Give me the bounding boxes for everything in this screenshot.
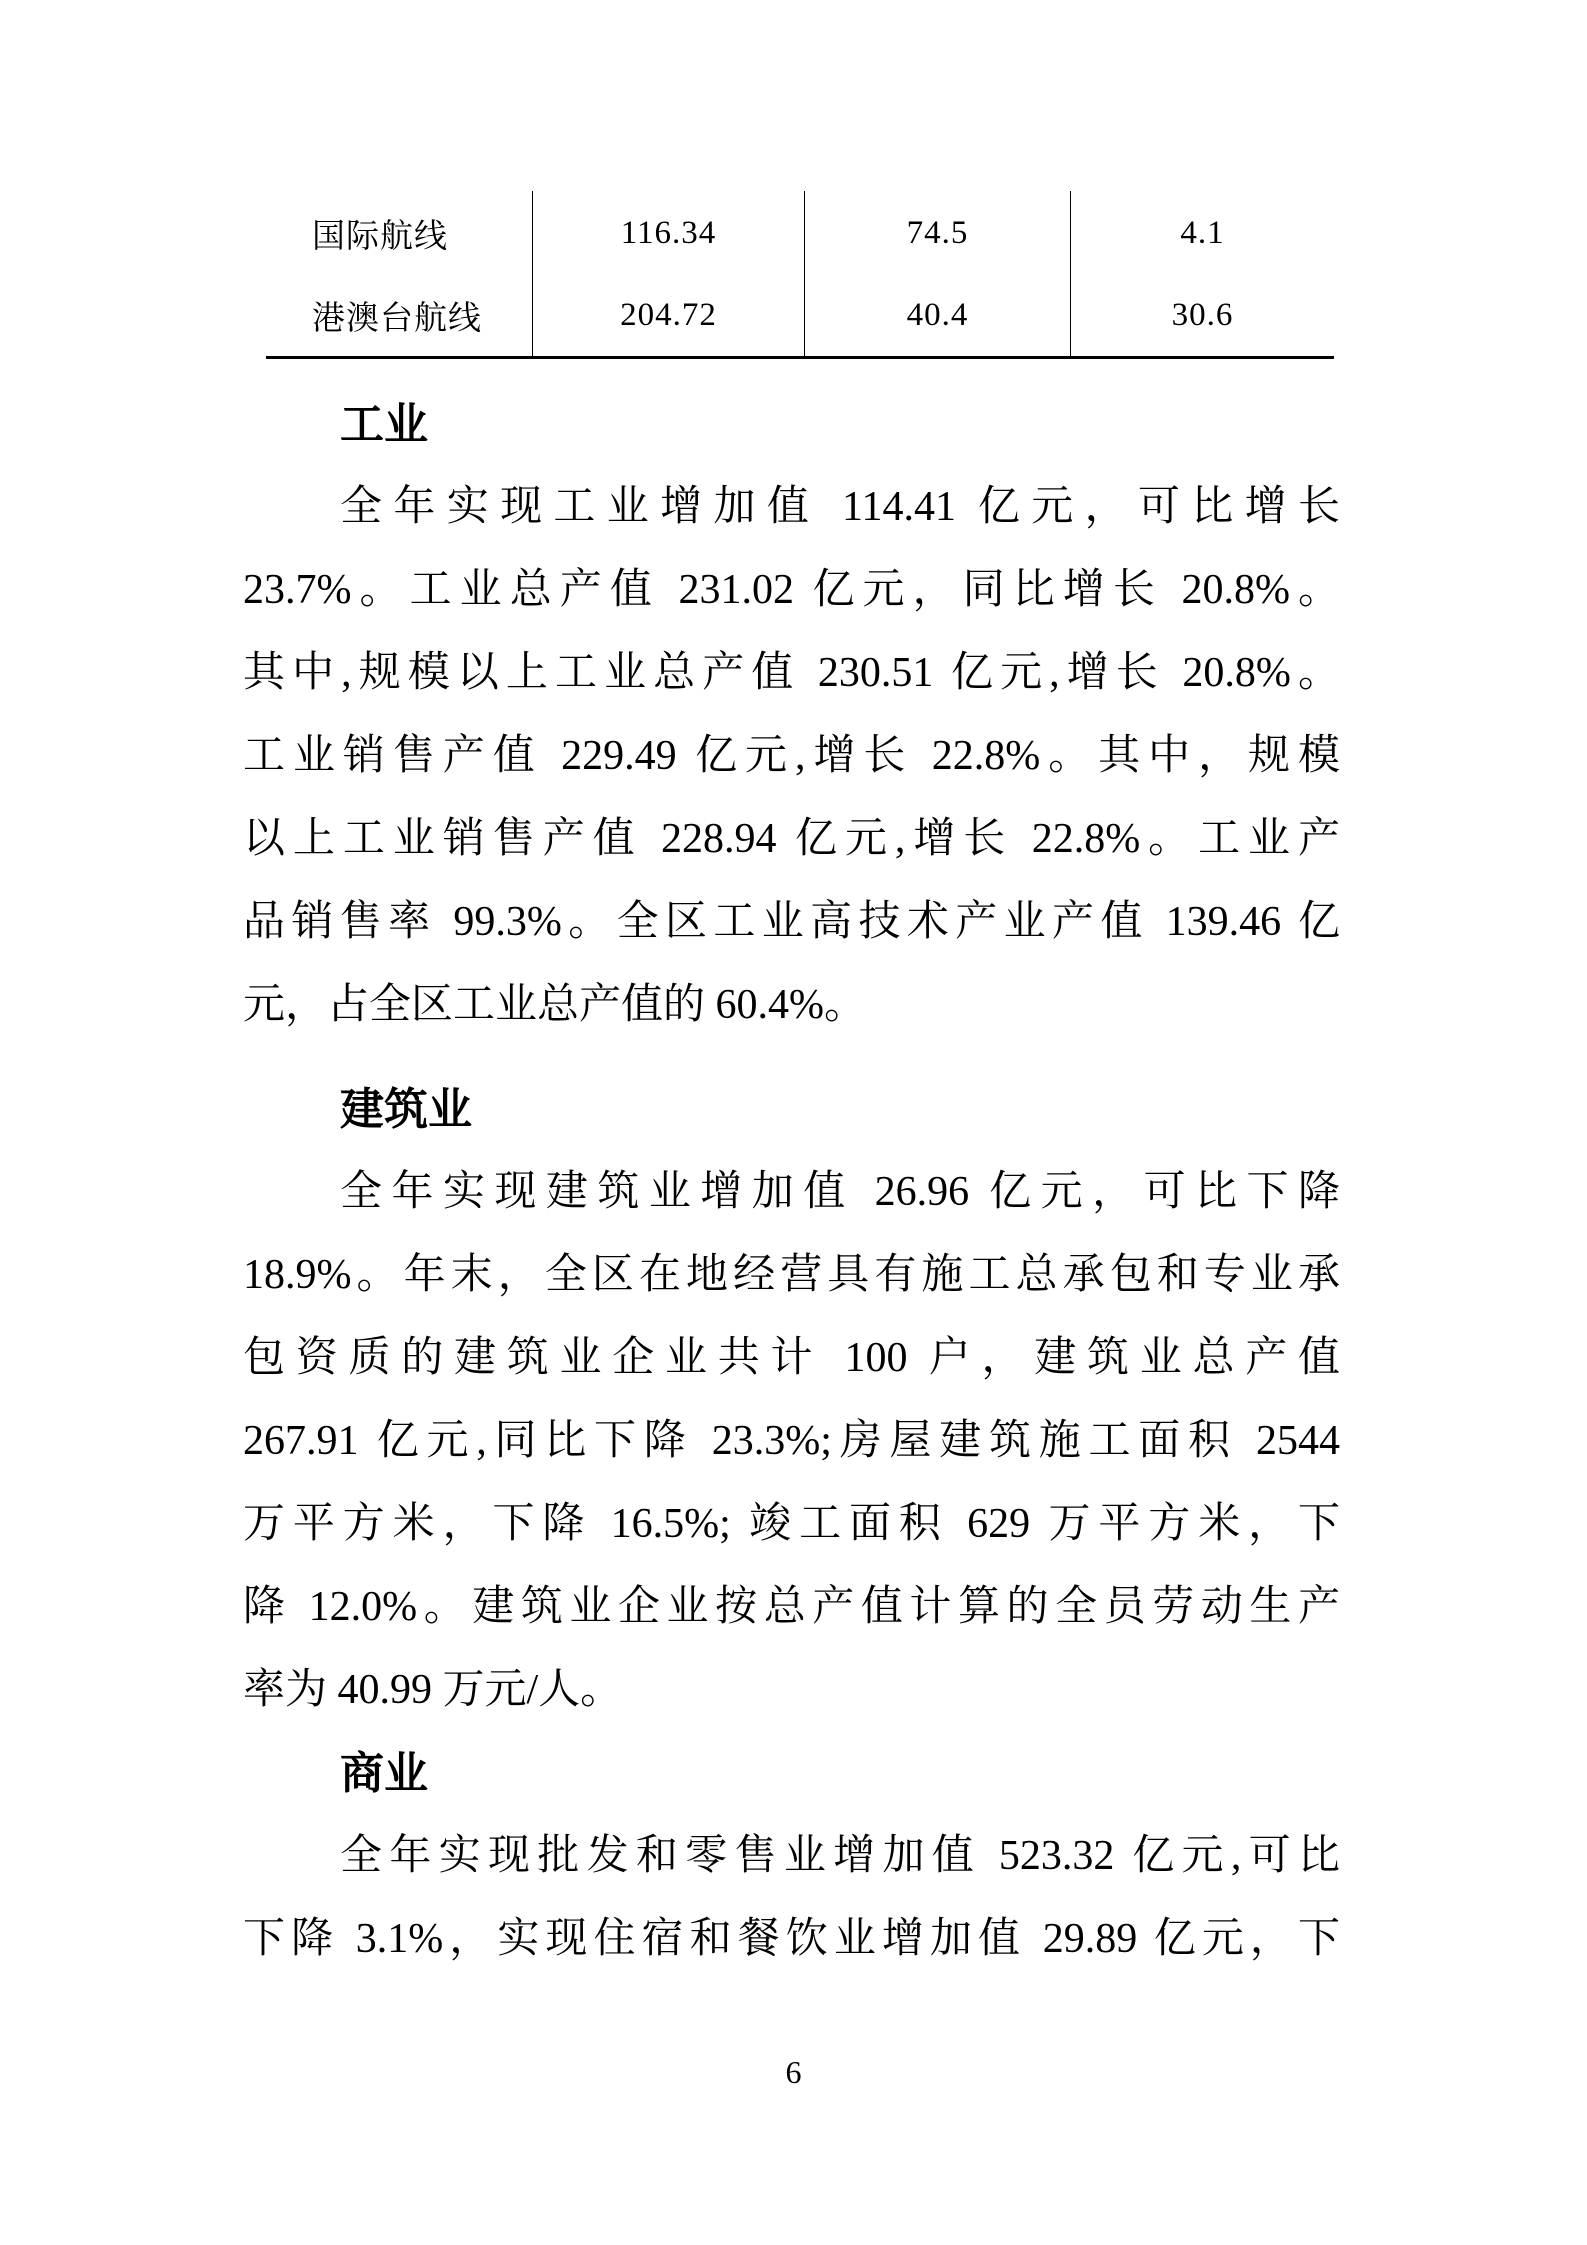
paragraph-line: 下降 3.1%，实现住宿和餐饮业增加值 29.89 亿元，下 (243, 1916, 1340, 1962)
paragraph-line: 全年实现建筑业增加值 26.96 亿元，可比下降 (340, 1169, 1340, 1215)
paragraph-line: 品销售率 99.3%。全区工业高技术产业产值 139.46 亿 (243, 899, 1340, 945)
paragraph-line: 全年实现批发和零售业增加值 523.32 亿元,可比 (340, 1833, 1340, 1879)
table-cell-route-label: 国际航线 (266, 191, 533, 275)
table-cell-value: 116.34 (533, 191, 805, 275)
table-cell-value: 204.72 (533, 275, 805, 356)
paragraph-line: 以上工业销售产值 228.94 亿元,增长 22.8%。工业产 (243, 816, 1340, 862)
section-heading-commerce: 商业 (340, 1749, 428, 1798)
section-heading-construction: 建筑业 (340, 1085, 472, 1134)
paragraph-line: 率为 40.99 万元/人。 (243, 1667, 623, 1713)
table-cell-route-label: 港澳台航线 (266, 275, 533, 356)
document-body (243, 383, 1340, 1981)
table-row (266, 275, 1334, 356)
paragraph-line: 万平方米，下降 16.5%; 竣工面积 629 万平方米，下 (243, 1501, 1340, 1547)
paragraph-line: 工业销售产值 229.49 亿元,增长 22.8%。其中，规模 (243, 733, 1340, 779)
paragraph-line: 全年实现工业增加值 114.41 亿元，可比增长 (340, 484, 1340, 530)
paragraph-line: 降 12.0%。建筑业企业按总产值计算的全员劳动生产 (243, 1584, 1340, 1630)
table-cell-value: 40.4 (805, 275, 1071, 356)
paragraph-line: 其中,规模以上工业总产值 230.51 亿元,增长 20.8%。 (243, 650, 1340, 696)
airline-table-fragment (266, 191, 1334, 359)
table-cell-value: 30.6 (1171, 297, 1234, 333)
paragraph-line: 267.91 亿元,同比下降 23.3%;房屋建筑施工面积 2544 (243, 1418, 1340, 1464)
page-number: 6 (785, 2054, 802, 2090)
table-row (266, 191, 1334, 275)
paragraph-line: 18.9%。年末，全区在地经营具有施工总承包和专业承 (243, 1252, 1340, 1298)
section-heading-industry: 工业 (340, 400, 428, 449)
paragraph-line: 23.7%。工业总产值 231.02 亿元，同比增长 20.8%。 (243, 567, 1340, 613)
paragraph-line: 元，占全区工业总产值的 60.4%。 (243, 982, 866, 1028)
table-cell-value: 74.5 (805, 191, 1071, 275)
table-cell-value: 4.1 (1180, 214, 1225, 251)
paragraph-line: 包资质的建筑业企业共计 100 户，建筑业总产值 (243, 1335, 1340, 1381)
